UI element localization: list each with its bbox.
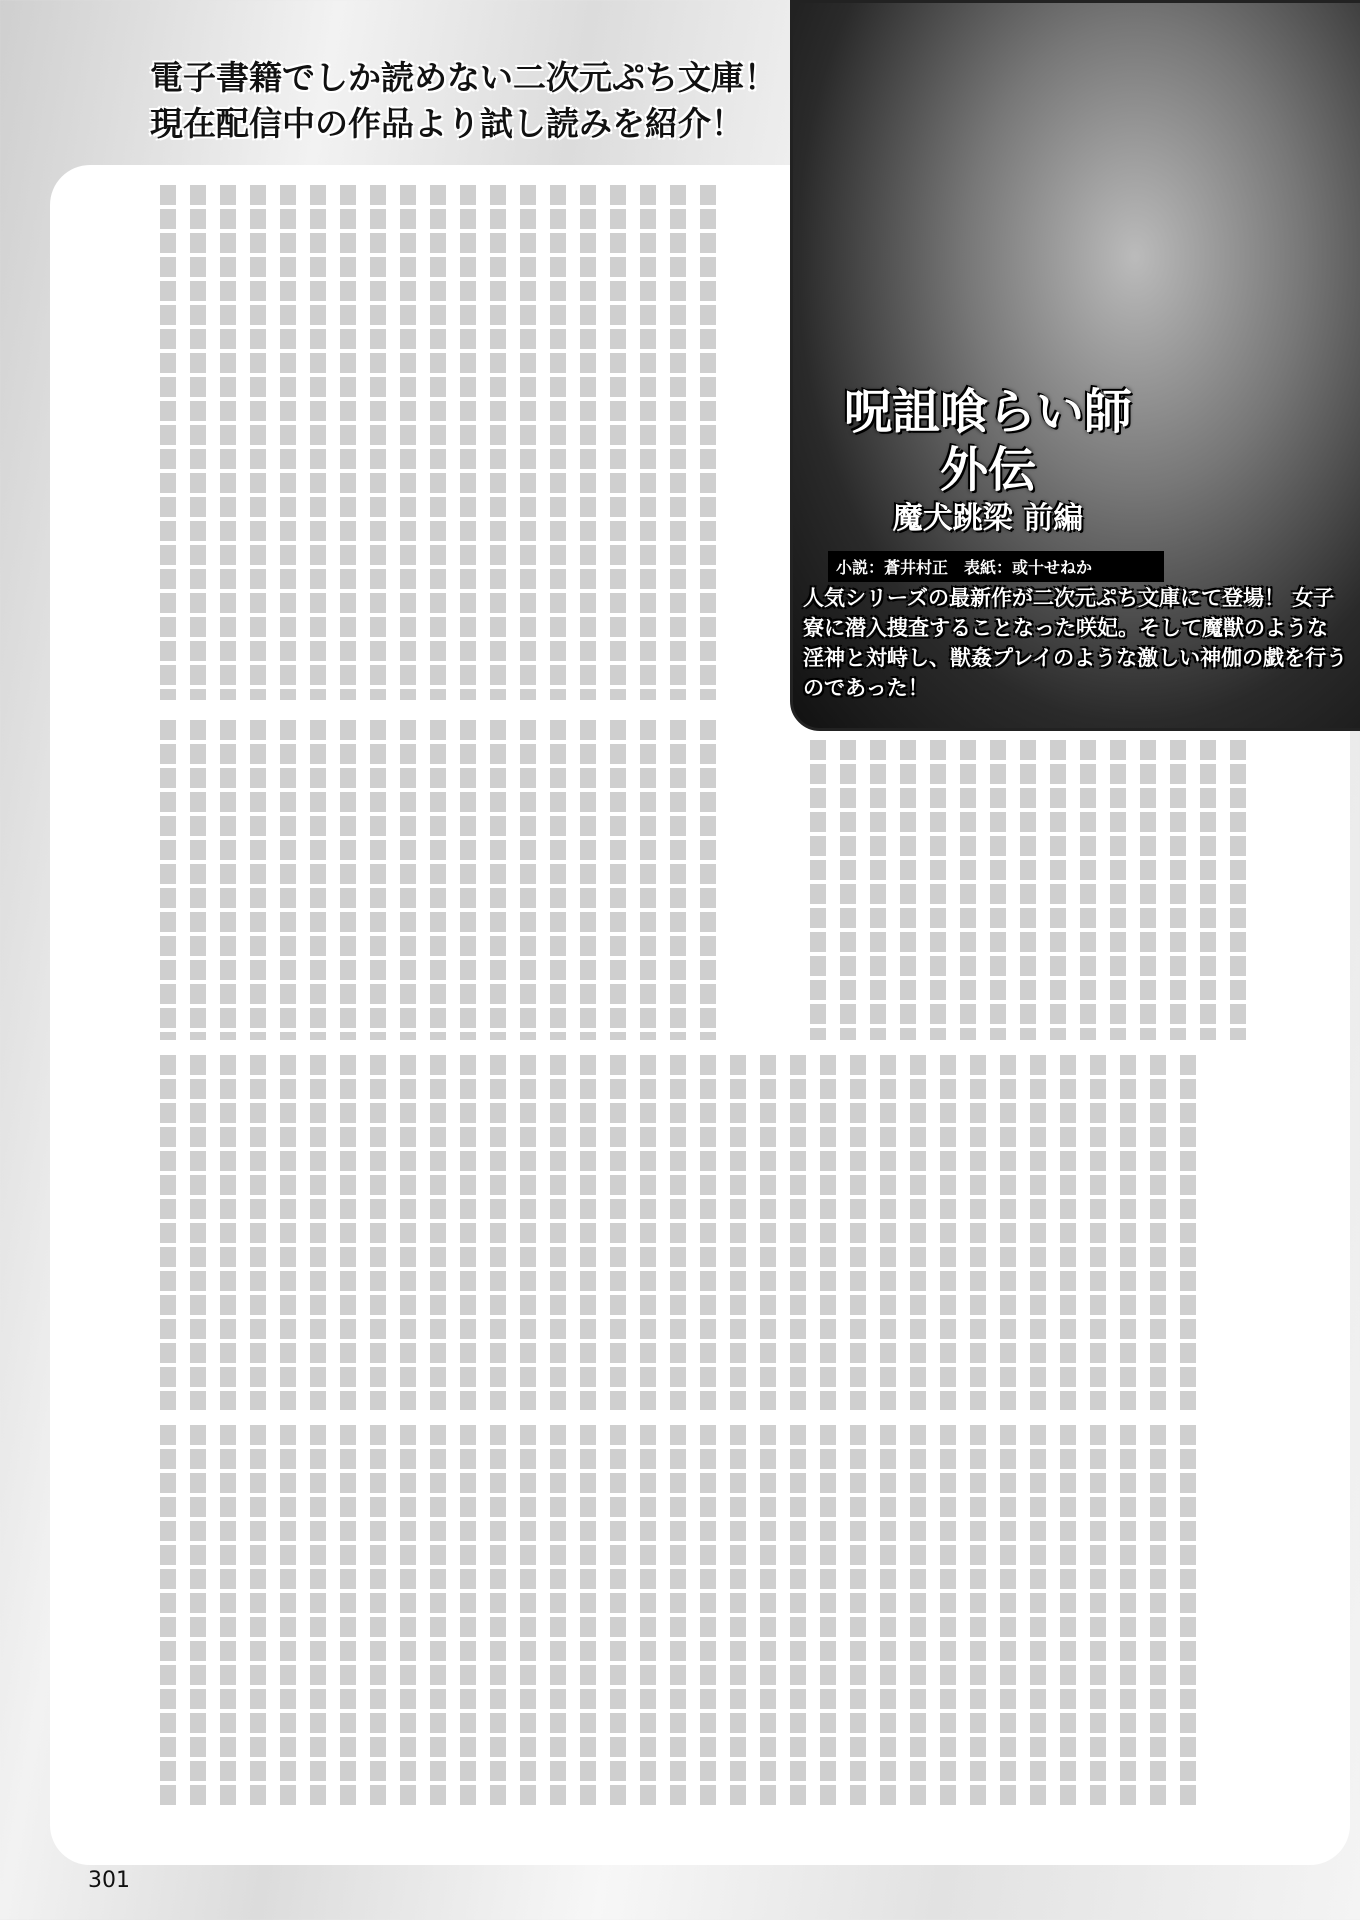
text-column xyxy=(880,1055,896,1410)
text-column xyxy=(1080,740,1096,1040)
text-column xyxy=(820,1055,836,1410)
text-column xyxy=(1120,1425,1136,1805)
text-column xyxy=(790,1055,806,1410)
text-column xyxy=(460,1425,476,1805)
text-column xyxy=(670,720,686,1040)
text-column xyxy=(760,1425,776,1805)
text-column xyxy=(640,185,656,700)
text-column xyxy=(460,185,476,700)
text-column xyxy=(430,1055,446,1410)
text-column xyxy=(520,1425,536,1805)
text-column xyxy=(400,720,416,1040)
text-column xyxy=(730,1055,746,1410)
text-column xyxy=(160,720,176,1040)
text-column xyxy=(160,1425,176,1805)
text-column xyxy=(1140,740,1156,1040)
text-column xyxy=(160,1055,176,1410)
text-column xyxy=(640,720,656,1040)
text-column xyxy=(670,185,686,700)
text-column xyxy=(1180,1055,1196,1410)
text-column xyxy=(220,720,236,1040)
text-column xyxy=(310,1425,326,1805)
text-column xyxy=(700,1425,716,1805)
text-column xyxy=(490,720,506,1040)
text-column xyxy=(340,1425,356,1805)
text-column xyxy=(790,1425,806,1805)
text-column xyxy=(1170,740,1186,1040)
promo-header-line2: 現在配信中の作品より試し読みを紹介！ xyxy=(150,104,744,143)
text-column xyxy=(760,1055,776,1410)
title-line2: 外伝 xyxy=(939,442,1036,498)
text-column xyxy=(460,720,476,1040)
promo-header-line1: 電子書籍でしか読めない二次元ぷち文庫！ xyxy=(150,58,777,97)
text-column xyxy=(880,1425,896,1805)
text-column xyxy=(430,720,446,1040)
text-column xyxy=(220,185,236,700)
text-column xyxy=(1230,740,1246,1040)
page-number: 301 xyxy=(88,1868,130,1893)
text-column xyxy=(840,740,856,1040)
text-column xyxy=(810,740,826,1040)
text-column xyxy=(310,185,326,700)
text-column xyxy=(280,185,296,700)
text-column xyxy=(520,185,536,700)
text-column xyxy=(970,1055,986,1410)
text-column xyxy=(340,720,356,1040)
text-column xyxy=(220,1425,236,1805)
text-column xyxy=(820,1425,836,1805)
text-column xyxy=(550,1425,566,1805)
text-column xyxy=(940,1055,956,1410)
text-column xyxy=(640,1055,656,1410)
text-column xyxy=(220,1055,236,1410)
text-column xyxy=(520,720,536,1040)
text-column xyxy=(1000,1425,1016,1805)
text-column xyxy=(1110,740,1126,1040)
promo-header xyxy=(150,55,790,147)
text-column xyxy=(550,185,566,700)
cover-illustration xyxy=(790,0,1360,731)
text-column xyxy=(1090,1425,1106,1805)
text-column xyxy=(910,1055,926,1410)
text-column xyxy=(280,720,296,1040)
text-column xyxy=(1180,1425,1196,1805)
text-column xyxy=(460,1055,476,1410)
text-column xyxy=(930,740,946,1040)
text-column xyxy=(250,185,266,700)
feature-title xyxy=(823,383,1153,539)
text-column xyxy=(580,1055,596,1410)
text-column xyxy=(400,1425,416,1805)
text-column xyxy=(190,1425,206,1805)
body-text-band-middle xyxy=(160,1055,1196,1410)
body-text-band-top-lower-left xyxy=(160,720,716,1040)
text-column xyxy=(1200,740,1216,1040)
text-column xyxy=(490,1425,506,1805)
text-column xyxy=(550,720,566,1040)
text-column xyxy=(430,1425,446,1805)
text-column xyxy=(900,740,916,1040)
text-column xyxy=(910,1425,926,1805)
feature-subtitle: 魔犬跳梁 前編 xyxy=(892,501,1084,536)
text-column xyxy=(580,185,596,700)
text-column xyxy=(1000,1055,1016,1410)
text-column xyxy=(370,1425,386,1805)
text-column xyxy=(490,185,506,700)
body-text-band-bottom xyxy=(160,1425,1196,1805)
text-column xyxy=(1060,1055,1076,1410)
text-column xyxy=(190,720,206,1040)
title-line1: 呪詛喰らい師 xyxy=(843,384,1132,440)
text-column xyxy=(700,1055,716,1410)
text-column xyxy=(190,1055,206,1410)
text-column xyxy=(310,1055,326,1410)
body-text-band-top-left xyxy=(160,185,716,700)
text-column xyxy=(250,1425,266,1805)
text-column xyxy=(870,740,886,1040)
text-column xyxy=(640,1425,656,1805)
text-column xyxy=(160,185,176,700)
text-column xyxy=(370,720,386,1040)
text-column xyxy=(610,185,626,700)
text-column xyxy=(610,1425,626,1805)
text-column xyxy=(850,1055,866,1410)
text-column xyxy=(970,1425,986,1805)
text-column xyxy=(1150,1055,1166,1410)
text-column xyxy=(1020,740,1036,1040)
text-column xyxy=(250,1055,266,1410)
text-column xyxy=(340,185,356,700)
text-column xyxy=(940,1425,956,1805)
text-column xyxy=(490,1055,506,1410)
text-column xyxy=(1090,1055,1106,1410)
text-column xyxy=(580,1425,596,1805)
text-column xyxy=(370,185,386,700)
text-column xyxy=(1030,1055,1046,1410)
text-column xyxy=(610,1055,626,1410)
credits: 小説：蒼井村正 表紙：或十せねか xyxy=(828,551,1164,582)
text-column xyxy=(1050,740,1066,1040)
text-column xyxy=(280,1055,296,1410)
text-column xyxy=(990,740,1006,1040)
text-column xyxy=(610,720,626,1040)
text-column xyxy=(400,1055,416,1410)
text-column xyxy=(850,1425,866,1805)
text-column xyxy=(190,185,206,700)
text-column xyxy=(400,185,416,700)
text-column xyxy=(430,185,446,700)
text-column xyxy=(1150,1425,1166,1805)
text-column xyxy=(520,1055,536,1410)
synopsis: 人気シリーズの最新作が二次元ぷち文庫にて登場！ 女子寮に潜入捜査することなった咲妃。そして魔獣のような淫神と対峙し、獣姦プレイのような激しい神伽の戯を行うのであった！ xyxy=(803,586,1348,700)
text-column xyxy=(280,1425,296,1805)
text-column xyxy=(700,720,716,1040)
text-column xyxy=(1060,1425,1076,1805)
text-column xyxy=(670,1425,686,1805)
text-column xyxy=(370,1055,386,1410)
text-column xyxy=(670,1055,686,1410)
text-column xyxy=(1030,1425,1046,1805)
text-column xyxy=(730,1425,746,1805)
text-column xyxy=(250,720,266,1040)
text-column xyxy=(700,185,716,700)
text-column xyxy=(310,720,326,1040)
text-column xyxy=(580,720,596,1040)
body-text-band-top-right xyxy=(810,740,1246,1040)
text-column xyxy=(1120,1055,1136,1410)
text-column xyxy=(550,1055,566,1410)
text-column xyxy=(340,1055,356,1410)
text-column xyxy=(960,740,976,1040)
